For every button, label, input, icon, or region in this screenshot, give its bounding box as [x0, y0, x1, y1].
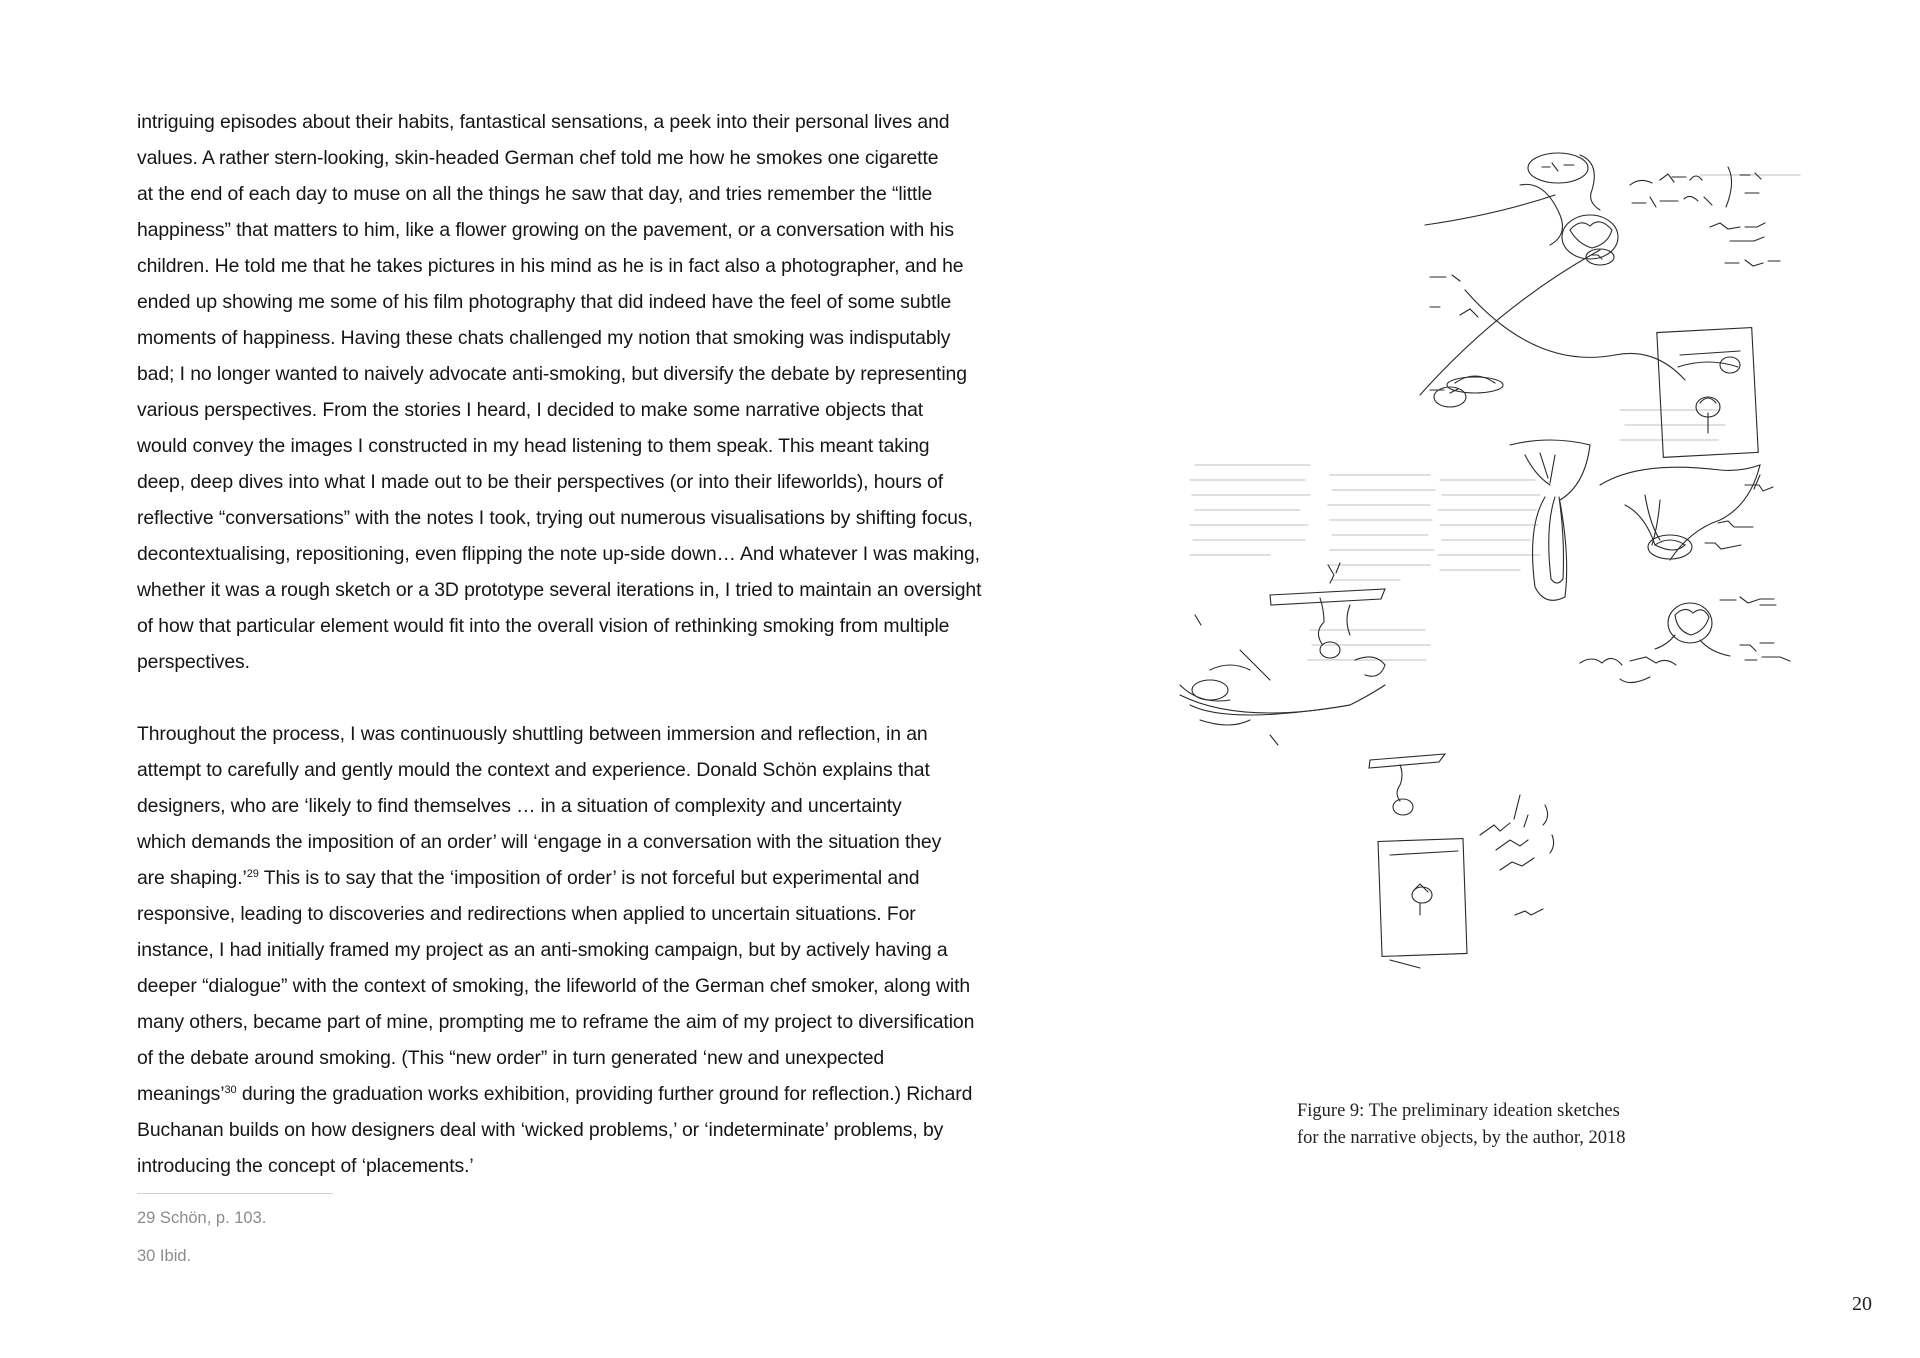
body-line: at the end of each day to muse on all the things he saw that day, and tries remember the “little: [137, 183, 933, 205]
footnote-ref-29[interactable]: 29: [246, 868, 259, 880]
body-line: ended up showing me some of his film photography that did indeed have the feel of some subtle: [137, 291, 952, 313]
footnote-divider: [137, 1193, 333, 1194]
body-line: Throughout the process, I was continuously shuttling between immersion and reflection, in an: [137, 723, 928, 745]
body-line: meanings’$^{30}$ during the graduation works exhibition, providing further ground for reflection.) Richard: [137, 1083, 973, 1105]
footnote-29: 29 Schön, p. 103.: [137, 1209, 267, 1227]
body-line: bad; I no longer wanted to naively advocate anti-smoking, but diversify the debate by representing: [137, 363, 967, 385]
body-line: children. He told me that he takes pictures in his mind as he is in fact also a photographer, and he: [137, 255, 964, 277]
footnote-ref-30[interactable]: 30: [224, 1084, 237, 1096]
body-line: moments of happiness. Having these chats challenged my notion that smoking was indisputably: [137, 327, 951, 349]
body-line: perspectives.: [137, 651, 250, 673]
body-line: instance, I had initially framed my project as an anti-smoking campaign, but by actively having a: [137, 939, 948, 961]
body-line: designers, who are ‘likely to find themselves … in a situation of complexity and uncertainty: [137, 795, 902, 817]
body-line: deeper “dialogue” with the context of smoking, the lifeworld of the German chef smoker, along with: [137, 975, 971, 997]
body-line: of the debate around smoking. (This “new order” in turn generated ‘new and unexpected: [137, 1047, 885, 1069]
body-line: responsive, leading to discoveries and redirections when applied to uncertain situations. For: [137, 903, 916, 925]
body-text: [137, 104, 1037, 1184]
body-line: are shaping.’$^{29}$ This is to say that the ‘imposition of order’ is not forceful but experimental and: [137, 867, 920, 889]
body-line: which demands the imposition of an order’ will ‘engage in a conversation with the situation they: [137, 831, 942, 853]
body-line: whether it was a rough sketch or a 3D prototype several iterations in, I tried to maintain an oversight: [137, 579, 982, 601]
body-line: various perspectives. From the stories I heard, I decided to make some narrative objects that: [137, 399, 924, 421]
body-line: decontextualising, repositioning, even flipping the note up-side down… And whatever I was making,: [137, 543, 980, 565]
paragraph-1: [137, 104, 1037, 680]
body-line: values. A rather stern-looking, skin-headed German chef told me how he smokes one cigarette: [137, 147, 939, 169]
page-number: 20: [1852, 1293, 1872, 1315]
body-line: many others, became part of mine, prompting me to reframe the aim of my project to diversification: [137, 1011, 975, 1033]
body-line: would convey the images I constructed in my head listening to them speak. This meant taking: [137, 435, 930, 457]
body-line: intriguing episodes about their habits, fantastical sensations, a peek into their personal lives and: [137, 111, 950, 133]
footnote-30: 30 Ibid.: [137, 1247, 192, 1265]
ideation-sketches-image: [1100, 135, 1830, 995]
body-line: introducing the concept of ‘placements.’: [137, 1155, 474, 1177]
body-line: happiness” that matters to him, like a flower growing on the pavement, or a conversation with his: [137, 219, 954, 241]
figure-caption: Figure 9: The preliminary ideation sketches for the narrative objects, by the author, 2018: [1297, 1101, 1626, 1148]
body-line: reflective “conversations” with the notes I took, trying out numerous visualisations by shifting focus,: [137, 507, 973, 529]
body-line: deep, deep dives into what I made out to be their perspectives (or into their lifeworlds), hours of: [137, 471, 944, 493]
body-line: Buchanan builds on how designers deal with ‘wicked problems,’ or ‘indeterminate’ problems, by: [137, 1119, 944, 1141]
paragraph-2: [137, 716, 1037, 1184]
body-line: attempt to carefully and gently mould the context and experience. Donald Schön explains that: [137, 759, 930, 781]
body-line: of how that particular element would fit into the overall vision of rethinking smoking from multiple: [137, 615, 950, 637]
